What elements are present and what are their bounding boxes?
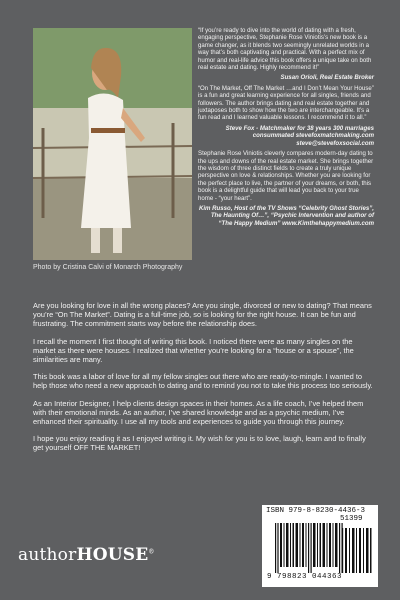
paragraph: I hope you enjoy reading it as I enjoyed writing it. My wish for you is to love, laugh, learn and to finally get yourself OFF THE MARKET! [33, 434, 366, 453]
review-attribution: Steve Fox - Matchmaker for 38 years 300 marriages consummated stevefoxmatchmaking.com steve@stevefoxsocial.com [225, 124, 374, 147]
author-photo [33, 28, 192, 260]
logo-part-house: HOUSE [76, 545, 149, 565]
photo-credit: Photo by Cristina Calvi of Monarch Photography [33, 264, 183, 271]
barcode-bars [268, 517, 352, 573]
barcode-number: 9 798823 044363 [267, 573, 343, 581]
addon-number: 51399 [340, 515, 363, 523]
review-text: Stephanie Rose Viniotis cleverly compares modern-day dating to the ups and downs of the real estate market. She brings together the wisdom of three distinct fields to create a truly unique perspective on love & relationships. Whether you are looking for the perfect place to live, the partner of your dreams, or both, this book is a delightful guide that will lead you back to your true home - “your heart”. [198, 150, 374, 202]
isbn-text: ISBN 979-8-8230-4436-3 [266, 507, 366, 515]
review-text: “If you’re ready to dive into the world of dating with a fresh, engaging perspective, Stephanie Rose Viniotis’s new book is a game changer, as it blends two seemingly unrelated worlds in a way that’s both captivating and practical. With a perfect mix of humor and real-life advice this book offers a unique take on both real estate and dating. Highly recommend it!” [198, 27, 372, 72]
addon-bars [342, 524, 374, 573]
paragraph: This book was a labor of love for all my fellow singles out there who are ready-to-mingle. I wanted to help those who need a new approach to dating and to remind you not to take this process too seriously. [33, 372, 373, 391]
registered-mark: ® [148, 548, 155, 556]
logo-part-author: author [18, 545, 77, 565]
barcode [262, 505, 378, 587]
book-description [33, 301, 373, 461]
publisher-logo [18, 545, 155, 565]
paragraph: I recall the moment I first thought of writing this book. I noticed there were as many singles on the market as there were houses. I realized that whether you’re looking for a “house or a spouse”, the similarities are many. [33, 336, 354, 365]
paragraph: As an Interior Designer, I help clients design spaces in their homes. As a life coach, I’ve helped them with their emotional minds. As an author, I’ve shared knowledge and as a psychic medium, I’ve enhanced their spirituality. I use all my tools and experiences to guide you through this journey. [33, 398, 364, 427]
review-attribution: Susan Orioli, Real Estate Broker [280, 74, 374, 82]
review-attribution: Kim Russo, Host of the TV Shows “Celebrity Ghost Stories”, The Haunting Of…”, “Psychic Intervention and author of “The Happy Medium” www.Kimthehappymedium.com [198, 204, 374, 227]
review-text: “On The Market, Off The Market …and I Don’t Mean Your House” is a fun and great learning experience for all singles, friends and followers. The author brings dating and real estate together and juxtaposes both to show how the two are interchangeable. It’s a fun read and I learned valuable lessons. I recommend it to all.” [198, 84, 374, 122]
reviews-column [198, 27, 374, 230]
paragraph: Are you looking for love in all the wrong places? Are you single, divorced or new to dating? That means you’re “On The Market”. Dating is a full-time job, so is looking for the right house. It can be fun and frustrating. The commitment starts way before the relationship does. [33, 301, 372, 329]
